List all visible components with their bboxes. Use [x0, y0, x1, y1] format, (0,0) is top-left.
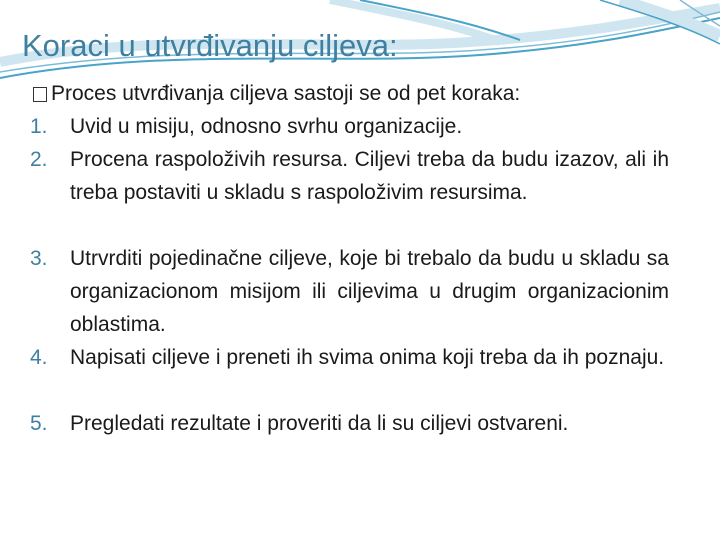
square-bullet-icon [33, 87, 47, 102]
intro-text: Proces utvrđivanja ciljeva sastoji se od pet koraka: [51, 82, 521, 105]
list-item-text: Utrvrditi pojedinačne ciljeve, koje bi trebalo da budu u skladu sa organizacionom misijom ili ciljevima u drugim organizacionim oblastima. [70, 247, 669, 336]
intro-line [33, 77, 520, 110]
list-item-text: Pregledati rezultate i proveriti da li su ciljevi ostvareni. [70, 412, 569, 435]
list-number: 5. [30, 412, 48, 435]
list-item-text: Procena raspoloživih resursa. Ciljevi treba da budu izazov, ali ih treba postaviti u skladu s raspoloživim resursima. [70, 148, 669, 204]
list-item-text: Napisati ciljeve i preneti ih svima onima koji treba da ih poznaju. [70, 346, 665, 369]
list-number: 1. [30, 115, 48, 138]
list-number: 3. [30, 247, 48, 270]
list-number: 2. [30, 148, 48, 171]
list-item-text: Uvid u misiju, odnosno svrhu organizacije. [70, 115, 463, 138]
list-number: 4. [30, 346, 48, 369]
slide-title: Koraci u utvrđivanju ciljeva: [22, 28, 398, 63]
